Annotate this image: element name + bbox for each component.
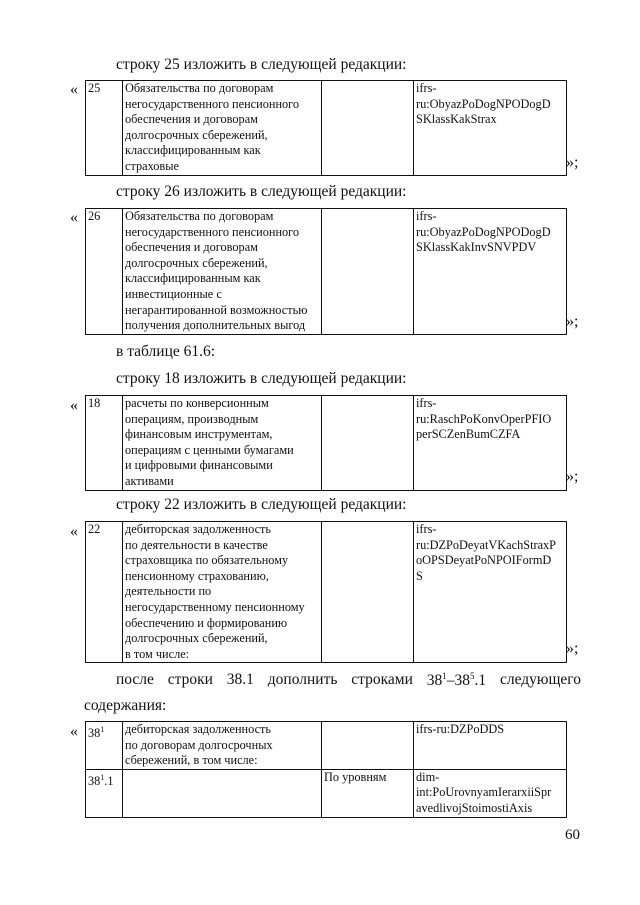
range-start-sup: 1 (442, 671, 447, 681)
code-line: SKlassKakInvSNVPDV (416, 240, 537, 255)
open-quote: « (70, 81, 78, 98)
row-number: 18 (86, 396, 123, 491)
word: дополнить (267, 671, 338, 688)
row-num-base: 38 (88, 726, 101, 741)
desc-line: обеспечению и формированию (125, 615, 288, 630)
code-line: ru:ObyazPoDogNPODogD (416, 224, 551, 239)
desc-line: классифицированным как (125, 143, 261, 158)
word: строки (167, 671, 213, 688)
row-description (123, 209, 322, 335)
row-empty-cell (322, 522, 414, 663)
table-row (86, 769, 567, 817)
desc-line: и цифровыми финансовыми (125, 458, 273, 473)
desc-line: негосударственному пенсионному (125, 599, 305, 614)
code-line: SKlassKakStrax (416, 112, 497, 127)
code-line: ifrs- (416, 209, 437, 223)
desc-line: обеспечения и договорам (125, 112, 258, 127)
table-row-22 (85, 521, 567, 663)
open-quote: « (70, 523, 78, 540)
desc-line: активами (125, 473, 174, 488)
row-empty-cell (322, 396, 414, 491)
instruction-row-22: строку 22 изложить в следующей редакции: (116, 496, 407, 513)
row-range (427, 671, 486, 690)
desc-line: по деятельности в качестве (125, 537, 268, 552)
row-description (123, 722, 322, 770)
instruction-row-18: строку 18 изложить в следующей редакции: (116, 370, 407, 387)
row-code (414, 81, 567, 176)
code-line: ifrs- (416, 522, 437, 536)
range-end: .1 (474, 672, 487, 690)
row-number: 22 (86, 522, 123, 663)
code-line: ifrs- (416, 396, 437, 410)
code-line: ifrs-ru:DZPoDDS (416, 722, 505, 736)
desc-line: страховщика по обязательному (125, 553, 289, 568)
desc-line: операциям с ценными бумагами (125, 442, 294, 457)
row-code (414, 769, 567, 817)
word: 38.1 (226, 671, 254, 688)
code-line: ru:RaschPoKonvOperPFIO (416, 411, 552, 426)
row-empty-cell (322, 81, 414, 176)
desc-line: в том числе: (125, 646, 190, 661)
row-num-sup: 1 (100, 725, 105, 734)
desc-line: обеспечения и договорам (125, 240, 258, 255)
range-dash: –38 (446, 672, 470, 690)
row-description (123, 396, 322, 491)
table-row-18 (85, 395, 567, 491)
code-line: int:PoUrovnyamIerarxiiSpr (416, 785, 552, 800)
word: после (116, 671, 154, 688)
instruction-row-26: строку 26 изложить в следующей редакции: (116, 183, 407, 200)
desc-line: по договорам долгосрочных (125, 737, 273, 752)
code-line: ifrs- (416, 81, 437, 95)
row-description (123, 769, 322, 817)
table-row (86, 209, 567, 335)
desc-line: Обязательства по договорам (125, 81, 274, 95)
table-row (86, 722, 567, 770)
desc-line: долгосрочных сбережений, (125, 631, 268, 646)
row-empty-cell (322, 209, 414, 335)
instruction-table-61-6: в таблице 61.6: (116, 343, 216, 360)
range-end-sup: 5 (469, 671, 475, 681)
row-description (123, 522, 322, 663)
table-row (86, 81, 567, 176)
close-quote: »; (566, 154, 579, 171)
row-code (414, 522, 567, 663)
desc-line: получения дополнительных выгод (125, 318, 306, 333)
instruction-content-label: содержания: (84, 697, 167, 714)
code-line: oOPSDeyatPoNPOIFormD (416, 553, 552, 568)
desc-line: страховые (125, 158, 179, 173)
desc-line: негосударственного пенсионного (125, 96, 300, 111)
row-number: 25 (86, 81, 123, 176)
open-quote: « (70, 723, 78, 740)
table-rows-38 (85, 721, 567, 818)
desc-line: долгосрочных сбережений, (125, 255, 268, 270)
row-num-suffix: .1 (104, 773, 114, 788)
code-line: S (416, 568, 423, 583)
table-row (86, 522, 567, 663)
row-code (414, 209, 567, 335)
desc-line: финансовым инструментам, (125, 427, 273, 442)
desc-line: расчеты по конверсионным (125, 396, 269, 410)
desc-line: пенсионному страхованию, (125, 568, 269, 583)
row-code (414, 396, 567, 491)
open-quote: « (70, 397, 78, 414)
row-number (86, 769, 123, 817)
row-empty-cell (322, 722, 414, 770)
desc-line: деятельности по (125, 584, 212, 599)
code-line: avedlivojStoimostiAxis (416, 800, 533, 815)
row-number: 26 (86, 209, 123, 335)
instruction-add-rows (116, 671, 581, 690)
range-start: 38 (426, 672, 443, 690)
code-line: perSCZenBumCZFA (416, 427, 521, 442)
desc-line: операциям, производным (125, 411, 259, 426)
row-num-base: 38 (88, 773, 101, 788)
desc-line: негосударственного пенсионного (125, 224, 300, 239)
desc-line: негарантированной возможностью (125, 302, 308, 317)
table-row-25 (85, 80, 567, 176)
desc-line: Обязательства по договорам (125, 209, 274, 223)
code-line: ru:ObyazPoDogNPODogD (416, 96, 551, 111)
page-number: 60 (565, 827, 580, 843)
row-number (86, 722, 123, 770)
desc-line: инвестиционные с (125, 286, 222, 301)
word: строками (351, 671, 413, 688)
desc-line: дебиторская задолженность (125, 522, 272, 536)
desc-line: сбережений, в том числе: (125, 753, 258, 768)
close-quote: »; (566, 640, 579, 657)
row-num-sup: 1 (100, 772, 105, 782)
desc-line: дебиторская задолженность (125, 722, 272, 736)
code-line: ru:DZPoDeyatVKachStraxP (416, 537, 557, 552)
word: следующего (499, 671, 581, 688)
desc-line: долгосрочных сбережений, (125, 127, 268, 142)
table-row-26 (85, 208, 567, 335)
row-description (123, 81, 322, 176)
row-level-cell: По уровням (322, 769, 414, 817)
close-quote: »; (566, 313, 579, 330)
table-row (86, 396, 567, 491)
desc-line: классифицированным как (125, 271, 261, 286)
code-line: dim- (416, 769, 440, 784)
row-code (414, 722, 567, 770)
open-quote: « (70, 209, 78, 226)
close-quote: »; (566, 468, 579, 485)
instruction-row-25: строку 25 изложить в следующей редакции: (116, 56, 407, 73)
